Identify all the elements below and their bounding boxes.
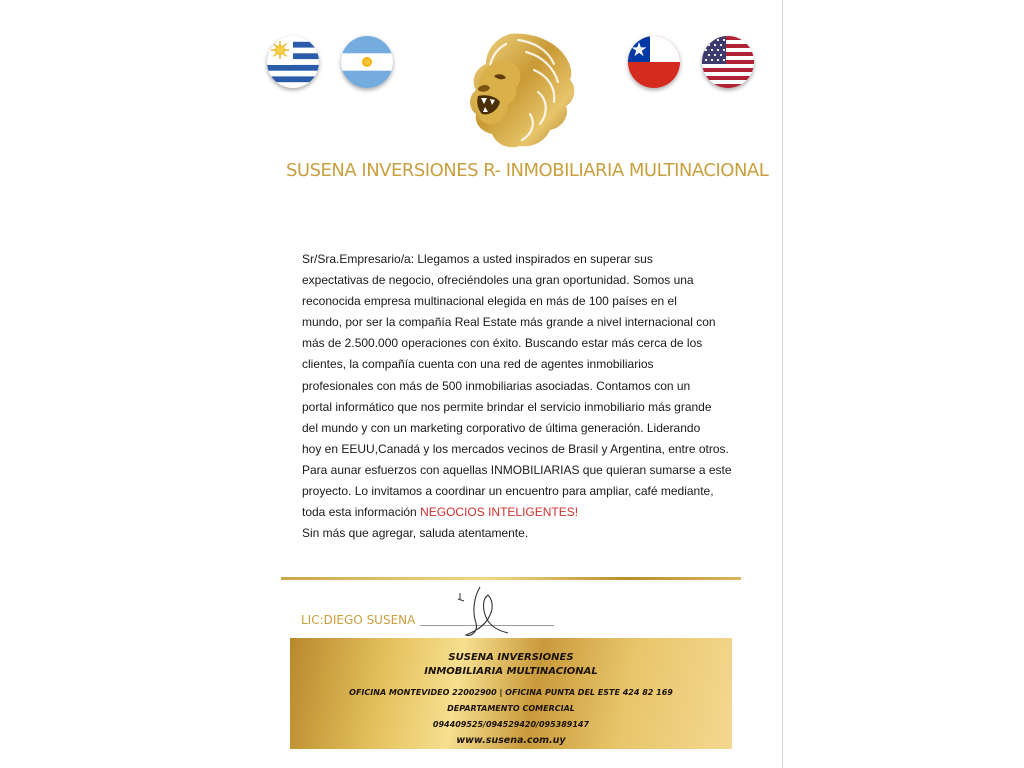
closing-text: toda esta información: [302, 505, 421, 520]
letter-line: mundo, por ser la compañía Real Estate más grande a nivel internacional con: [302, 315, 716, 330]
footer-department: DEPARTAMENTO COMERCIAL: [447, 704, 575, 713]
gold-divider: [281, 577, 741, 580]
letter-line: más de 2.500.000 operaciones con éxito. Buscando estar más cerca de los: [302, 336, 703, 351]
footer-website: www.susena.com.uy: [456, 735, 566, 746]
signer-name: LIC:DIEGO SUSENA: [301, 613, 416, 627]
handwritten-signature: [452, 585, 514, 640]
footer-company-name: SUSENA INVERSIONES: [448, 652, 574, 663]
letter-body: [302, 249, 752, 544]
letter-line: Para aunar esfuerzos con aquellas INMOBILIARIAS que quieran sumarse a este: [302, 462, 732, 477]
golden-lion-head-icon: [448, 30, 578, 152]
closing-highlight: NEGOCIOS INTELIGENTES!: [420, 505, 579, 520]
letter-line: profesionales con más de 500 inmobiliarias asociadas. Contamos con un: [302, 378, 691, 393]
letter-line: proyecto. Lo invitamos a coordinar un encuentro para ampliar, café mediante,: [302, 484, 714, 499]
letter-line: expectativas de negocio, ofreciéndoles una gran oportunidad. Somos una: [302, 273, 694, 288]
uruguay-flag-icon: [267, 36, 319, 88]
letter-line: Sr/Sra.Empresario/a: Llegamos a usted inspirados en superar sus: [302, 252, 653, 266]
sign-off: Sin más que agregar, saluda atentamente.: [302, 526, 529, 541]
footer-subtitle: INMOBILIARIA MULTINACIONAL: [424, 666, 598, 677]
usa-flag-icon: [702, 36, 754, 88]
page-edge-divider: [782, 0, 783, 768]
letter-line: clientes, la compañía cuenta con una red de agentes inmobiliarios: [302, 357, 654, 372]
letter-line: reconocida empresa multinacional elegida en más de 100 países en el: [302, 294, 677, 309]
contact-footer: [290, 638, 732, 749]
footer-offices: OFICINA MONTEVIDEO 22002900 | OFICINA PUNTA DEL ESTE 424 82 169: [349, 688, 673, 697]
argentina-flag-icon: [341, 36, 393, 88]
footer-phones: 094409525/094529420/095389147: [432, 720, 590, 729]
letter-line: hoy en EEUU,Canadá y los mercados vecinos de Brasil y Argentina, entre otros.: [302, 441, 729, 456]
company-title: SUSENA INVERSIONES R- INMOBILIARIA MULTINACIONAL: [286, 160, 769, 181]
letter-closing-line: [302, 502, 752, 523]
letter-line: del mundo y con un marketing corporativo de última generación. Liderando: [302, 420, 701, 435]
chile-flag-icon: [628, 36, 680, 88]
letter-line: portal informático que nos permite brindar el servicio inmobiliario más grande: [302, 399, 712, 414]
